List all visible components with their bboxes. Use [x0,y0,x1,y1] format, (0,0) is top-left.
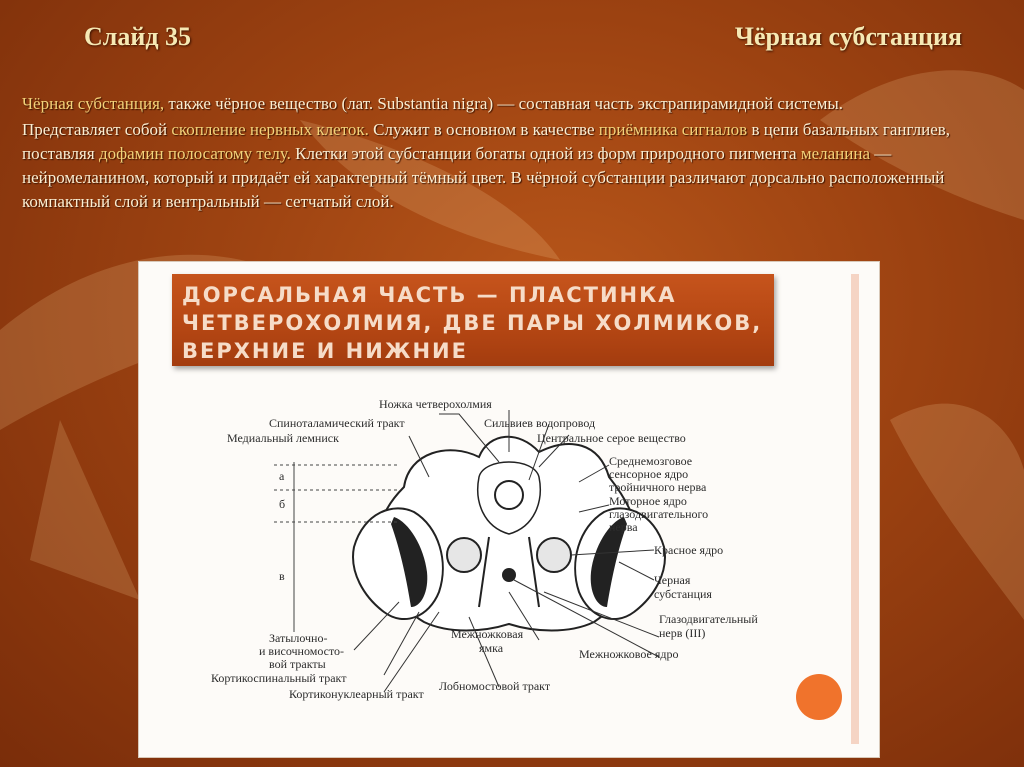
level-label-v: в [279,569,285,583]
body-text [22,92,1007,216]
right-red-nucleus [537,538,571,572]
text-segment: Клетки этой субстанции богаты одной из форм природного пигмента [290,144,801,163]
term-dopamine: дофамин полосатому телу. [98,144,291,163]
label-sensory-1: Среднемозговое [609,454,693,468]
slide-title: Чёрная субстанция [734,22,962,51]
term-melanin: меланина [800,144,870,163]
label-corticonuclear: Кортиконуклеарный тракт [289,687,424,701]
text-segment: также чёрное вещество (лат. Substantia nigra) — составная часть экстрапирамидной системы. [164,94,844,113]
term-black-substance: Чёрная субстанция, [22,94,165,113]
label-red-nucleus: Красное ядро [654,543,724,557]
label-occipital-1: Затылочно- [269,631,328,645]
text-segment: Представляет собой [22,120,172,139]
midbrain-figure [138,261,880,758]
label-corticospinal: Кортикоспинальный тракт [211,671,347,685]
term-nerve-cells: скопление нервных клеток. [171,120,369,139]
label-spinothalamic: Спиноталамический тракт [269,416,405,430]
left-red-nucleus [447,538,481,572]
level-label-a: а [279,469,285,483]
label-oculomotor-2: нерв (III) [659,626,706,640]
label-interpeduncular-fossa-1: Межножковая [451,627,524,641]
text-segment: — нейромеланином, который и придаёт ей характерный тёмный цвет. В чёрной субстанции различают дорсально расположенный компактный слой и вентральный — сетчатый слой. [22,144,945,211]
text-segment: в цепи базальных ганглиев, поставляя [22,120,951,163]
label-frontopontine: Лобномостовой тракт [439,679,551,693]
interpeduncular-nucleus [502,568,516,582]
label-motor-1: Моторное ядро [609,494,687,508]
sylvian-aqueduct [495,481,523,509]
label-sensory-2: сенсорное ядро [609,467,689,481]
label-interpeduncular-fossa-2: ямка [479,641,504,655]
label-central-gray: Центральное серое вещество [537,431,686,445]
paragraph-definition [22,92,1007,116]
banner-line-3: ВЕРХНИЕ И НИЖНИЕ [182,339,468,363]
banner-line-2: ЧЕТВЕРОХОЛМИЯ, ДВЕ ПАРЫ ХОЛМИКОВ, [182,311,763,335]
banner-line-1: ДОРСАЛЬНАЯ ЧАСТЬ — ПЛАСТИНКА [182,283,677,307]
label-black-1: Черная [654,573,691,587]
label-black-2: субстанция [654,587,712,601]
label-occipital-2: и височномосто- [259,644,345,658]
label-medial-lemniscus: Медиальный лемниск [227,431,339,445]
label-occipital-3: вой тракты [269,657,326,671]
paragraph-description [22,118,1007,214]
label-nozhka: Ножка четверохолмия [379,397,492,411]
term-signal-receiver: приёмника сигналов [598,120,748,139]
level-label-b: б [279,497,286,511]
label-oculomotor-1: Глазодвигательный [659,612,758,626]
midbrain-cross-section-diagram [139,262,879,757]
label-motor-3: нерва [609,520,638,534]
label-interpeduncular-nucleus: Межножковое ядро [579,647,679,661]
slide-number: Слайд 35 [84,22,191,51]
label-sensory-3: тройничного нерва [609,480,707,494]
label-sylvian: Сильвиев водопровод [484,416,596,430]
text-segment: Служит в основном в качестве [368,120,599,139]
label-motor-2: глазодвигательного [609,507,709,521]
